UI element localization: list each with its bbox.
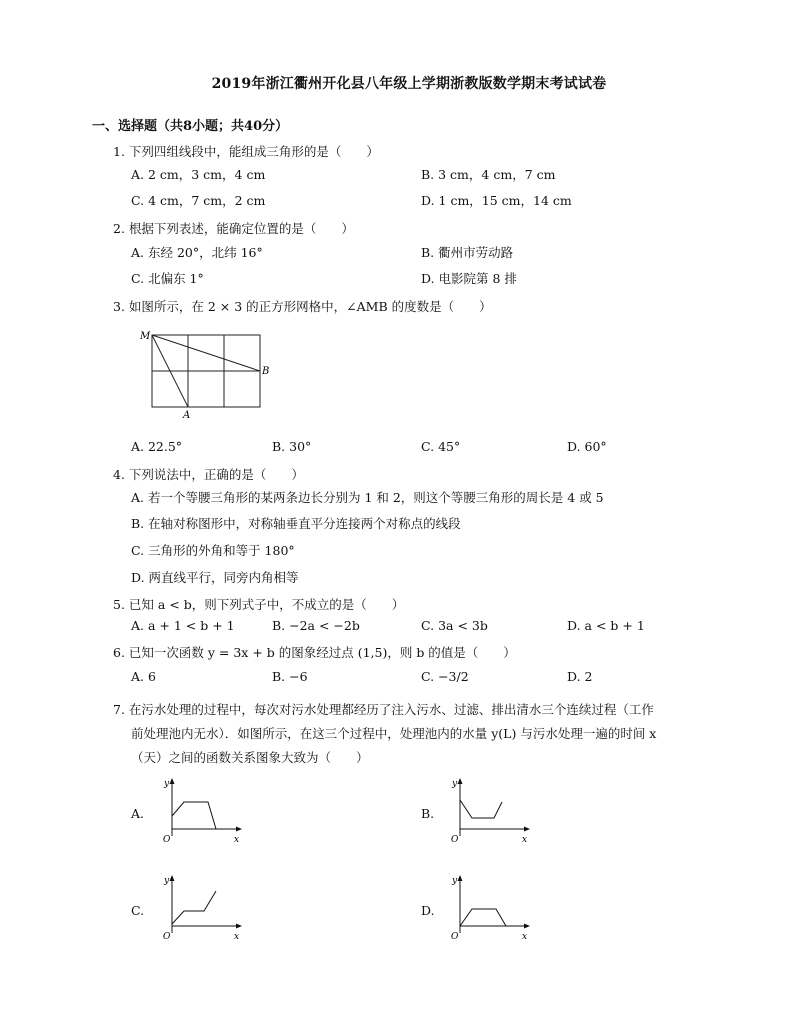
y-axis-label: y [452,876,458,886]
q6-option-d: D. 2 [567,669,593,684]
graph-c [158,873,248,941]
question-3-stem: 3. 如图所示，在 2 × 3 的正方形网格中，∠AMB 的度数是（ ） [113,299,492,314]
question-6-stem: 6. 已知一次函数 y = 3x + b 的图象经过点 (1,5)，则 b 的值是（ ） [113,645,516,660]
origin-label: O [163,835,171,844]
origin-label: O [451,932,459,941]
q7-option-d: D. [421,903,435,918]
q3-option-b: B. 30° [272,439,312,454]
q2-option-d: D. 电影院第 8 排 [421,271,517,286]
q2-option-b: B. 衢州市劳动路 [421,245,514,260]
q5-option-d: D. a < b + 1 [567,618,645,633]
exam-title: 2019年浙江衢州开化县八年级上学期浙教版数学期末考试试卷 [211,76,607,92]
point-label-b: B [262,366,270,377]
x-axis-label: x [522,932,528,941]
x-axis-label: x [234,835,240,844]
q4-option-c: C. 三角形的外角和等于 180° [131,543,295,558]
question-7-stem-line-2: 前处理池内无水）．如图所示，在这三个过程中，处理池内的水量 y(L) 与污水处理一遍的时间 x [131,726,657,741]
q1-option-b: B. 3 cm，4 cm，7 cm [421,167,556,182]
point-label-a: A [183,410,191,419]
question-5-stem: 5. 已知 a < b，则下列式子中，不成立的是（ ） [113,597,405,612]
section-heading: 一、选择题（共8小题；共40分） [92,119,289,134]
q5-option-b: B. −2a < −2b [272,618,360,633]
q5-option-a: A. a + 1 < b + 1 [131,618,235,633]
question-1-stem: 1. 下列四组线段中，能组成三角形的是（ ） [113,144,379,159]
point-label-m: M [140,331,151,342]
q1-option-c: C. 4 cm，7 cm，2 cm [131,193,266,208]
graph-b [446,776,536,844]
q1-option-a: A. 2 cm，3 cm，4 cm [131,167,266,182]
q2-option-c: C. 北偏东 1° [131,271,204,286]
graph-d [446,873,536,941]
question-7-stem-line-3: （天）之间的函数关系图象大致为（ ） [131,750,369,765]
q6-option-a: A. 6 [131,669,156,684]
origin-label: O [451,835,459,844]
q4-option-b: B. 在轴对称图形中，对称轴垂直平分连接两个对称点的线段 [131,516,461,531]
q3-option-a: A. 22.5° [131,439,183,454]
q7-option-b: B. [421,806,435,821]
grid-figure [138,327,273,419]
graph-a [158,776,248,844]
q1-option-d: D. 1 cm，15 cm，14 cm [421,193,572,208]
q4-option-a: A. 若一个等腰三角形的某两条边长分别为 1 和 2，则这个等腰三角形的周长是 4 或 5 [131,490,604,505]
x-axis-label: x [522,835,528,844]
q6-option-b: B. −6 [272,669,308,684]
y-axis-label: y [164,876,170,886]
q7-option-a: A. [131,806,145,821]
q3-option-d: D. 60° [567,439,607,454]
q6-option-c: C. −3/2 [421,669,469,684]
q3-option-c: C. 45° [421,439,461,454]
origin-label: O [163,932,171,941]
x-axis-label: x [234,932,240,941]
question-7-stem-line-1: 7. 在污水处理的过程中，每次对污水处理都经历了注入污水、过滤、排出清水三个连续过程（工作 [113,702,654,717]
question-2-stem: 2. 根据下列表述，能确定位置的是（ ） [113,221,354,236]
q5-option-c: C. 3a < 3b [421,618,488,633]
y-axis-label: y [164,779,170,789]
q4-option-d: D. 两直线平行，同旁内角相等 [131,570,299,585]
q7-option-c: C. [131,903,145,918]
question-4-stem: 4. 下列说法中，正确的是（ ） [113,467,304,482]
q2-option-a: A. 东经 20°，北纬 16° [131,245,263,260]
y-axis-label: y [452,779,458,789]
